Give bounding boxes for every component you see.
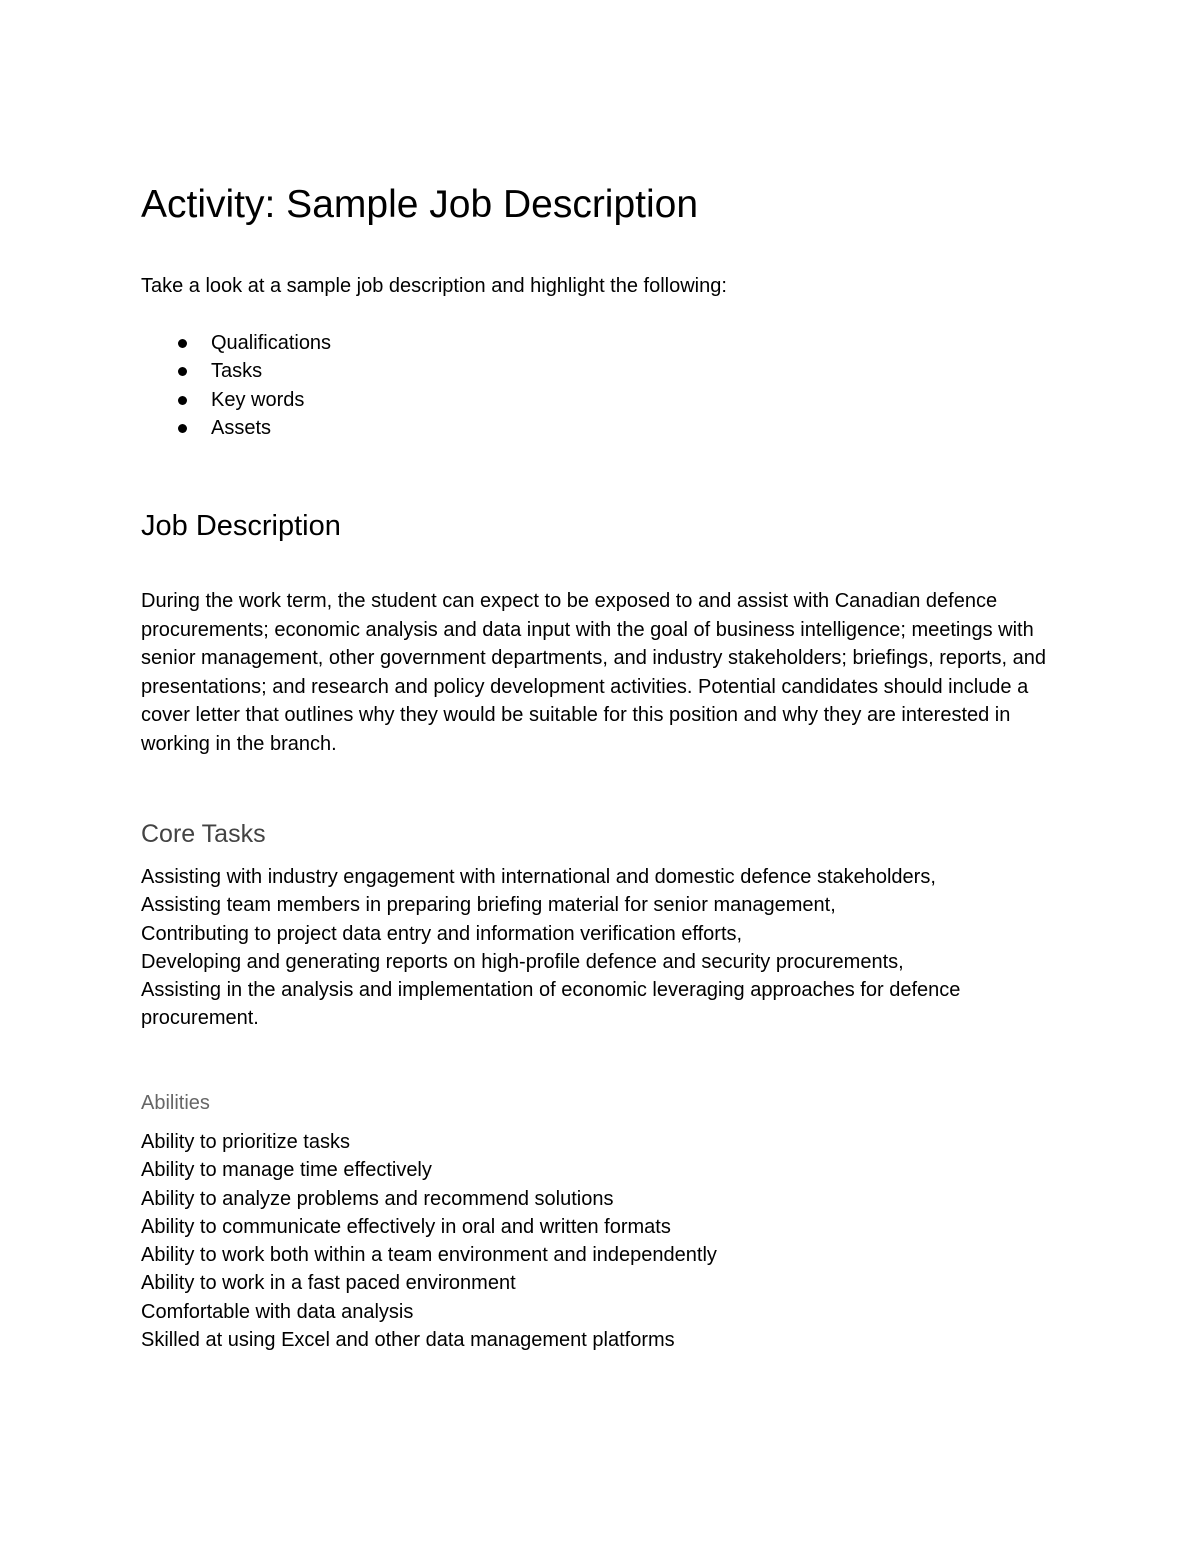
bullet-icon (178, 367, 187, 376)
list-item-label: Tasks (211, 360, 263, 383)
list-item (141, 329, 331, 357)
highlight-list (141, 329, 331, 442)
core-tasks-heading: Core Tasks (141, 820, 266, 848)
ability-line: Ability to work in a fast paced environment (141, 1272, 516, 1295)
intro-text: Take a look at a sample job description and highlight the following: (141, 275, 727, 297)
list-item (141, 414, 331, 442)
abilities-heading: Abilities (141, 1092, 210, 1114)
document-title: Activity: Sample Job Description (141, 183, 699, 226)
list-item (141, 357, 331, 385)
task-line: Assisting team members in preparing briefing material for senior management, (141, 894, 836, 917)
abilities-list (141, 1128, 717, 1354)
task-line: Contributing to project data entry and information verification efforts, (141, 922, 743, 945)
task-line: Assisting with industry engagement with international and domestic defence stakeholders, (141, 866, 936, 888)
list-item-label: Assets (211, 416, 272, 439)
list-item-label: Qualifications (211, 332, 332, 354)
job-description-heading: Job Description (141, 510, 341, 542)
ability-line: Ability to analyze problems and recommend solutions (141, 1187, 614, 1210)
ability-line: Ability to communicate effectively in oral and written formats (141, 1215, 671, 1238)
ability-line: Comfortable with data analysis (141, 1300, 414, 1323)
bullet-icon (178, 396, 187, 405)
bullet-icon (178, 339, 187, 348)
ability-line: Ability to work both within a team environment and independently (141, 1244, 717, 1267)
bullet-icon (178, 424, 187, 433)
task-line: Assisting in the analysis and implementation of economic leveraging approaches for defence procurement. (141, 979, 961, 1030)
list-item-label: Key words (211, 388, 305, 411)
ability-line: Ability to prioritize tasks (141, 1131, 350, 1153)
job-description-body: During the work term, the student can expect to be exposed to and assist with Canadian defence procurements; economic analysis and data input with the goal of business intelligence; meetings with senior management, other government departments, and industry stakeholders; briefings, reports, and presentations; and research and policy development activities. Potential candidates should include a cover letter that outlines why they would be suitable for this position and why they are interested in working in the branch. (141, 590, 1046, 755)
ability-line: Skilled at using Excel and other data management platforms (141, 1329, 675, 1352)
task-line: Developing and generating reports on high-profile defence and security procurements, (141, 950, 904, 973)
list-item (141, 386, 331, 414)
ability-line: Ability to manage time effectively (141, 1159, 432, 1182)
core-tasks-list (141, 863, 1071, 1033)
